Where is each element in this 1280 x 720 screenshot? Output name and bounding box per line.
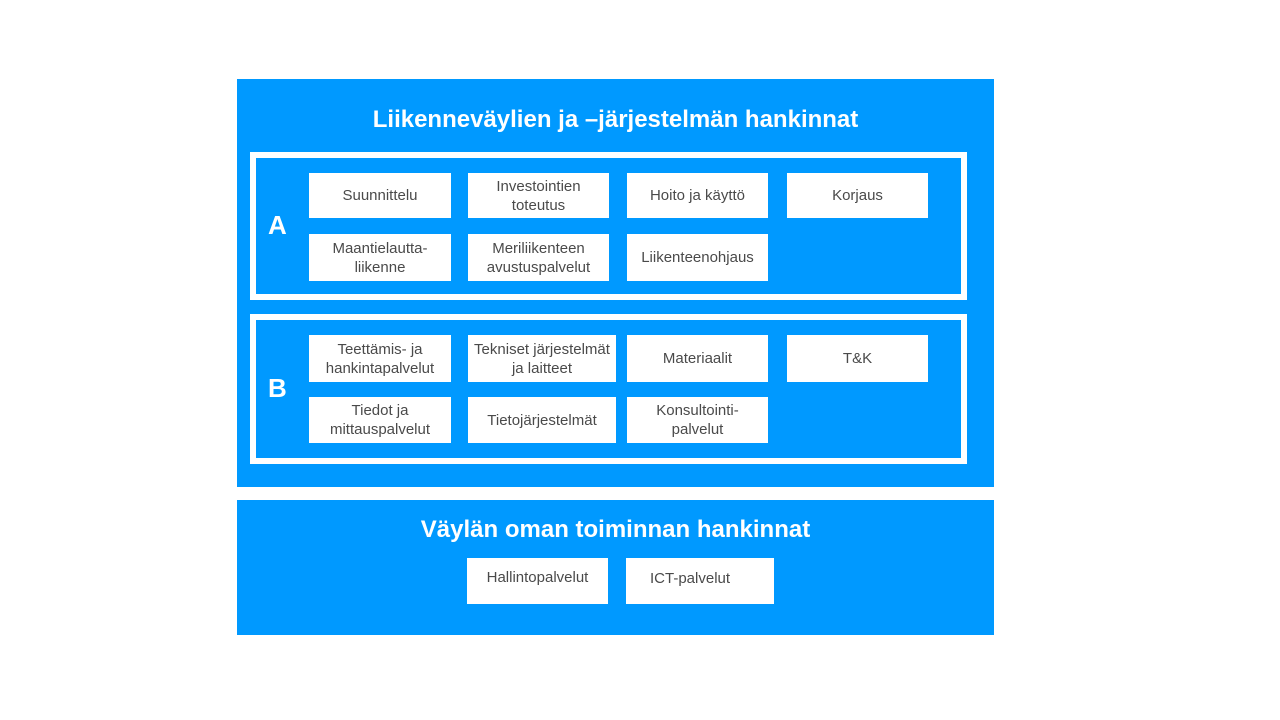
group-a-letter: A: [268, 210, 287, 240]
item-tiedot-ja-mittauspalvelut: Tiedot ja mittauspalvelut: [309, 397, 451, 443]
item-maantielauttaliikenne: Maantielautta- liikenne: [309, 234, 451, 281]
item-tekniset-jarjestelmat: Tekniset järjestelmät ja laitteet: [468, 335, 616, 382]
item-suunnittelu: Suunnittelu: [309, 173, 451, 218]
item-teettamis-ja-hankintapalvelut: Teettämis- ja hankintapalvelut: [309, 335, 451, 382]
own-operations-title: Väylän oman toiminnan hankinnat: [420, 516, 811, 543]
item-materiaalit: Materiaalit: [627, 335, 768, 382]
item-tk: T&K: [787, 335, 928, 382]
group-b-letter: B: [268, 373, 287, 403]
item-ict-palvelut: ICT-palvelut: [626, 558, 774, 604]
traffic-procurement-title: Liikenneväylien ja –järjestelmän hankinnat: [372, 106, 859, 133]
traffic-procurement-panel: [237, 79, 994, 487]
item-investointien-toteutus: Investointien toteutus: [468, 173, 609, 218]
item-meriliikenteen-avustuspalvelut: Meriliikenteen avustuspalvelut: [468, 234, 609, 281]
item-tietojarjestelmat: Tietojärjestelmät: [468, 397, 616, 443]
item-hallintopalvelut: Hallintopalvelut: [467, 558, 608, 604]
item-korjaus: Korjaus: [787, 173, 928, 218]
item-hoito-ja-kaytto: Hoito ja käyttö: [627, 173, 768, 218]
item-liikenteenohjaus: Liikenteenohjaus: [627, 234, 768, 281]
item-konsultointipalvelut: Konsultointi- palvelut: [627, 397, 768, 443]
own-operations-panel: [237, 500, 994, 635]
